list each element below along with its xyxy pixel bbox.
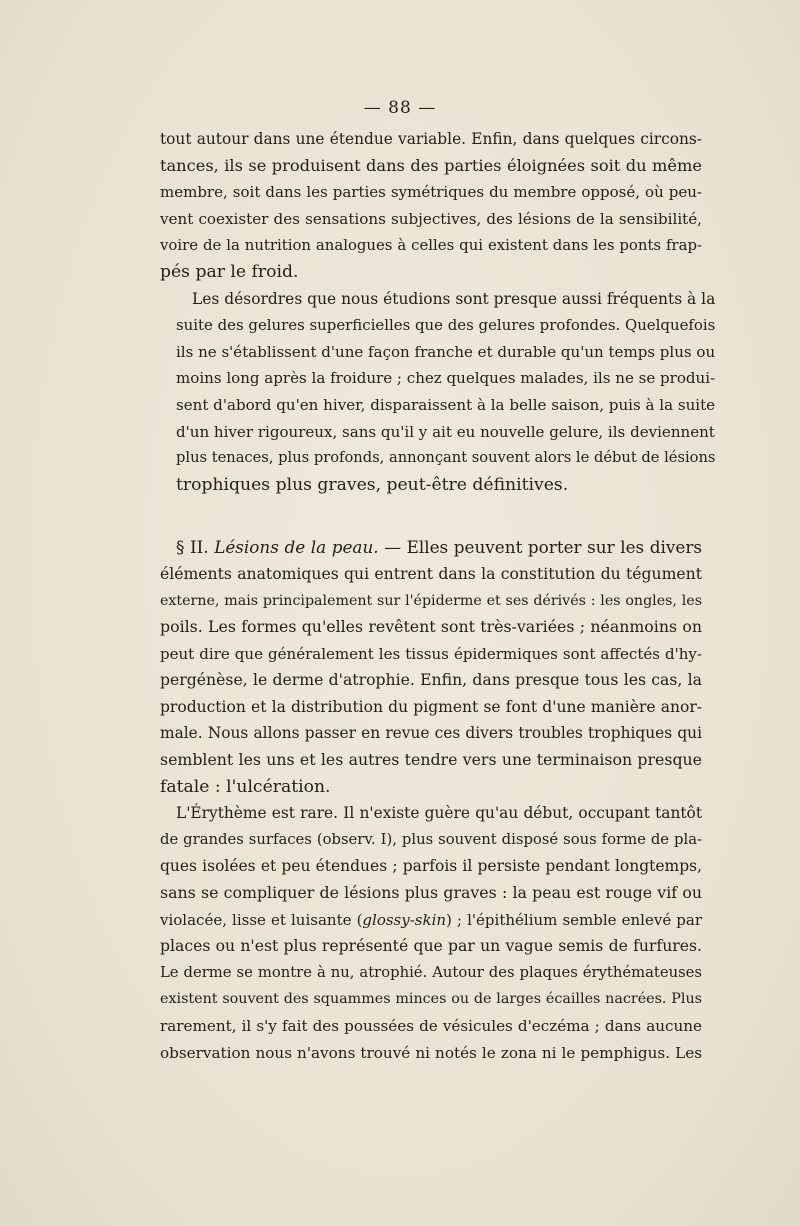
section-title: Lésions de la peau.: [214, 537, 379, 558]
text-line: production et la distribution du pigment se font d'une manière anor-: [160, 697, 702, 716]
text-line: ques isolées et peu étendues ; parfois il persiste pendant longtemps,: [160, 857, 702, 876]
text-line: poils. Les formes qu'elles revêtent sont très-variées ; néanmoins on: [160, 617, 702, 637]
text-line: fatale : l'ulcération.: [160, 776, 331, 797]
section-spacer: [160, 498, 702, 534]
text-line: peut dire que généralement les tissus épidermiques sont affectés d'hy-: [160, 644, 702, 663]
text-line: éléments anatomiques qui entrent dans la constitution du tégument: [160, 563, 702, 583]
text-line: Le derme se montre à nu, atrophié. Autour des plaques érythémateuses: [160, 963, 702, 981]
text-line: pés par le froid.: [160, 261, 299, 282]
section-heading: [176, 534, 702, 561]
text-line-glossy-skin: [160, 907, 702, 934]
glossy-skin-term: glossy-skin: [362, 910, 447, 929]
text-line: de grandes surfaces (observ. I), plus souvent disposé sous forme de pla-: [160, 830, 702, 848]
text-line: places ou n'est plus représenté que par un vague semis de furfures.: [160, 936, 702, 956]
text-line: voire de la nutrition analogues à celles qui existent dans les ponts frap-: [160, 236, 702, 255]
text-line: sent d'abord qu'en hiver, disparaissent à la belle saison, puis à la suite: [176, 395, 716, 414]
text-line: L'Érythème est rare. Il n'existe guère qu'au début, occupant tantôt: [176, 804, 702, 823]
text-line: pergénèse, le derme d'atrophie. Enfin, dans presque tous les cas, la: [160, 670, 702, 690]
text-line: semblent les uns et les autres tendre vers une terminaison presque: [160, 750, 702, 770]
paragraph-erytheme: [160, 800, 702, 1066]
text-fragment: violacée, lisse et luisante (: [160, 910, 363, 929]
page-number: — 88 —: [363, 98, 437, 118]
text-line: plus tenaces, plus profonds, annonçant souvent alors le début de lésions: [176, 449, 716, 467]
paragraph-desordres: [160, 286, 716, 499]
text-line: sans se compliquer de lésions plus graves : la peau est rouge vif ou: [160, 883, 702, 903]
paragraph-continuation: [160, 126, 702, 286]
text-line: moins long après la froidure ; chez quelques malades, ils ne se produi-: [176, 369, 716, 388]
text-line: tout autour dans une étendue variable. Enfin, dans quelques circons-: [160, 130, 702, 148]
text-line: membre, soit dans les parties symétriques du membre opposé, où peu-: [160, 183, 702, 202]
text-line: Les désordres que nous étudions sont presque aussi fréquents à la: [192, 289, 716, 308]
section-lesions-peau: [160, 534, 702, 800]
text-line: externe, mais principalement sur l'épiderme et ses dérivés : les ongles, les: [160, 592, 702, 609]
body-text: [160, 126, 716, 1066]
text-line: vent coexister des sensations subjectives, des lésions de la sensibilité,: [160, 209, 702, 228]
text-line: male. Nous allons passer en revue ces divers troubles trophiques qui: [160, 724, 702, 743]
text-line: suite des gelures superficielles que des gelures profondes. Quelquefois: [176, 316, 716, 335]
text-line: d'un hiver rigoureux, sans qu'il y ait eu nouvelle gelure, ils deviennent: [176, 422, 715, 441]
text-line: observation nous n'avons trouvé ni notés le zona ni le pemphigus. Les: [160, 1043, 702, 1062]
section-number: § II.: [176, 537, 215, 558]
text-line: ils ne s'établissent d'une façon franche et durable qu'un temps plus ou: [176, 342, 716, 361]
text-fragment: ) ; l'épithélium semble enlevé par: [446, 910, 703, 929]
text-line: existent souvent des squammes minces ou de larges écailles nacrées. Plus: [160, 991, 702, 1008]
text-line: trophiques plus graves, peut-être définitives.: [176, 474, 569, 495]
text-line: rarement, il s'y fait des poussées de vésicules d'eczéma ; dans aucune: [160, 1017, 702, 1035]
text-line: tances, ils se produisent dans des parties éloignées soit du même: [160, 155, 702, 175]
section-heading-text: — Elles peuvent porter sur les divers: [378, 537, 702, 558]
